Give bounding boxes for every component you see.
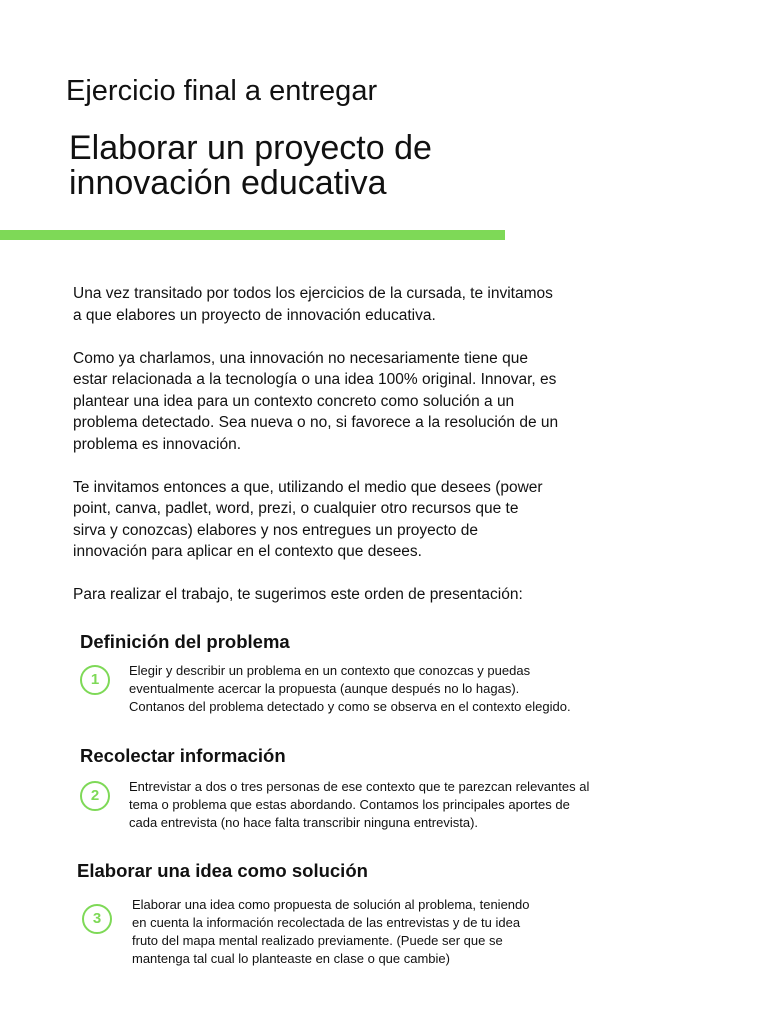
step-heading-recolectar: Recolectar información <box>80 745 286 766</box>
step-heading-definicion: Definición del problema <box>80 631 290 652</box>
step-number-3-icon: 3 <box>82 904 112 934</box>
intro-paragraph <box>73 283 693 326</box>
intro-text <box>73 283 693 627</box>
intro-paragraph <box>73 477 693 563</box>
document-title-line: Elaborar un proyecto de <box>69 129 432 167</box>
accent-divider <box>0 230 505 240</box>
text-line: Para realizar el trabajo, te sugerimos este orden de presentación: <box>73 586 523 603</box>
text-line: Contanos del problema detectado y como se observa en el contexto elegido. <box>129 699 571 714</box>
step-number-1-icon: 1 <box>80 665 110 695</box>
text-line: en cuenta la información recolectada de las entrevistas y de tu idea <box>132 915 521 930</box>
text-line: problema es innovación. <box>73 435 242 453</box>
step-heading-elaborar: Elaborar una idea como solución <box>77 860 368 881</box>
text-line: point, canva, padlet, word, prezi, o cualquier otro recursos que te <box>73 500 519 517</box>
step-description-1 <box>129 662 571 716</box>
text-line: Entrevistar a dos o tres personas de ese contexto que te parezcan relevantes al <box>129 779 590 794</box>
step-number-2-icon: 2 <box>80 781 110 811</box>
text-line: tema o problema que estas abordando. Contamos los principales aportes de <box>129 797 570 812</box>
text-line: sirva y conozcas) elabores y nos entregues un proyecto de <box>73 521 478 539</box>
text-line: plantear una idea para un contexto concreto como solución a un <box>73 392 515 410</box>
step-description-2 <box>129 778 589 832</box>
text-line: Te invitamos entonces a que, utilizando el medio que desees (power <box>73 478 543 496</box>
intro-paragraph <box>73 584 693 606</box>
document-title <box>69 131 669 201</box>
step-description-3 <box>132 896 529 968</box>
text-line: Como ya charlamos, una innovación no necesariamente tiene que <box>73 349 528 367</box>
text-line: estar relacionada a la tecnología o una idea 100% original. Innovar, es <box>73 371 557 388</box>
text-line: fruto del mapa mental realizado previamente. (Puede ser que se <box>132 933 503 948</box>
text-line: innovación para aplicar en el contexto que desees. <box>73 543 422 560</box>
text-line: eventualmente acercar la propuesta (aunque después no lo hagas). <box>129 681 520 696</box>
text-line: cada entrevista (no hace falta transcribir ninguna entrevista). <box>129 815 479 830</box>
text-line: Elaborar una idea como propuesta de solución al problema, teniendo <box>132 897 530 912</box>
document-kicker: Ejercicio final a entregar <box>66 75 378 107</box>
text-line: mantenga tal cual lo planteaste en clase o que cambie) <box>132 951 450 966</box>
text-line: Elegir y describir un problema en un contexto que conozcas y puedas <box>129 663 531 678</box>
text-line: problema detectado. Sea nueva o no, si favorece a la resolución de un <box>73 414 559 431</box>
intro-paragraph <box>73 348 693 456</box>
document-title-line: innovación educativa <box>69 164 387 202</box>
text-line: Una vez transitado por todos los ejercicios de la cursada, te invitamos <box>73 285 553 302</box>
text-line: a que elabores un proyecto de innovación educativa. <box>73 306 436 324</box>
